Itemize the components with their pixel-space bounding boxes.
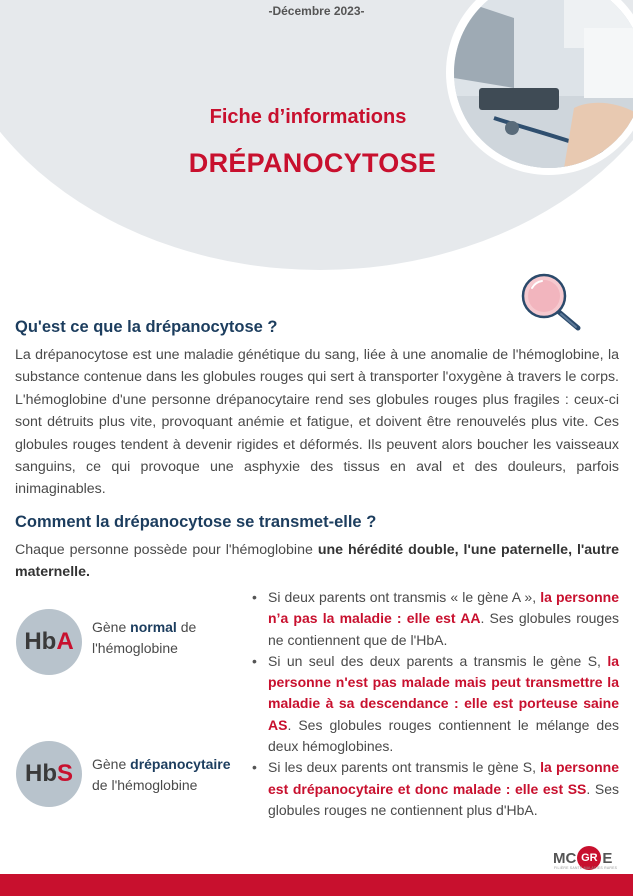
hba-label xyxy=(92,617,252,659)
section-intro-transmission xyxy=(15,539,619,584)
case-aa-text: Si deux parents ont transmis « le gène A », xyxy=(268,589,541,605)
hbs-label-bold: drépanocytaire xyxy=(130,756,231,772)
case-aa-highlight: la personne n’a pas la maladie : elle est AA xyxy=(268,589,619,627)
hba-label-mid: de xyxy=(176,619,197,635)
magnifier-icon xyxy=(518,270,588,334)
hba-label-end: l'hémoglobine xyxy=(92,640,178,656)
case-ss-end: . Ses globules rouges ne contiennent plus d'HbA. xyxy=(268,780,619,818)
section-heading-transmission: Comment la drépanocytose se transmet-elle ? xyxy=(15,513,377,531)
case-aa-end: . Ses globules rouges ne contiennent que de l'HbA. xyxy=(268,610,619,648)
transmission-cases-list xyxy=(250,587,619,821)
logo-prefix: MC xyxy=(553,849,577,867)
list-item xyxy=(250,757,619,821)
logo-suffix: E xyxy=(602,849,613,867)
logo-tagline: FILIÈRE SANTÉ MALADIES RARES xyxy=(554,866,618,870)
hbs-badge-letter: S xyxy=(56,760,73,787)
hba-badge-prefix: Hb xyxy=(24,628,57,655)
hbs-badge-prefix: Hb xyxy=(24,760,57,787)
logo-circle: GR xyxy=(577,846,601,870)
hba-label-bold: normal xyxy=(130,619,177,635)
document-subtitle: Fiche d’informations xyxy=(209,106,407,128)
case-as-highlight: la personne n'est pas malade mais peut transmettre la maladie à sa descendance : elle est porteuse saine AS xyxy=(268,652,619,733)
section-body-what-is: La drépanocytose est une maladie génétique du sang, liée à une anomalie de l'hémoglobine, la substance contenue dans les globules rouges qui sert à transporter l'oxygène à travers le corps. L'hémoglobine d'une personne drépanocytaire rend ses globules rouges plus fragiles : ceux-ci sont détruits plus vite, provoquant anémie et fatigue, et doivent être renouvelés plus vite. Ces globules rouges tendent à devenir rigides et déformés. Ils peuvent alors boucher les vaisseaux sanguins, ce qui provoque une asphyxie des tissus en aval et des douleurs, parfois inimaginables. xyxy=(15,347,619,498)
case-as-end: . Ses globules rouges contiennent le mélange des deux hémoglobines. xyxy=(268,716,619,755)
case-ss-text: Si les deux parents ont transmis le gène S, xyxy=(268,759,541,776)
hbs-label-end: de l'hémoglobine xyxy=(92,777,198,793)
footer-bar xyxy=(0,874,633,896)
section-heading-what-is: Qu'est ce que la drépanocytose ? xyxy=(15,318,278,336)
issue-date: -Décembre 2023- xyxy=(268,4,365,18)
hbs-badge xyxy=(16,741,82,807)
case-ss-highlight: la personne est drépanocytaire et donc malade : elle est SS xyxy=(268,759,619,797)
list-item xyxy=(250,587,619,651)
case-as-text: Si un seul des deux parents a transmis le gène S, xyxy=(268,652,608,669)
hbs-label-start: Gène xyxy=(92,756,131,772)
intro-bold: une hérédité double, l'une paternelle, l'autre maternelle. xyxy=(15,542,619,581)
hba-label-start: Gène xyxy=(92,619,131,635)
document-title: DRÉPANOCYTOSE xyxy=(188,148,437,178)
list-item xyxy=(250,651,619,757)
hbs-label xyxy=(92,754,252,796)
hba-badge-letter: A xyxy=(56,628,74,655)
hba-badge xyxy=(16,609,82,675)
intro-text: Chaque personne possède pour l'hémoglobine xyxy=(15,542,318,558)
doctor-photo xyxy=(454,0,633,168)
